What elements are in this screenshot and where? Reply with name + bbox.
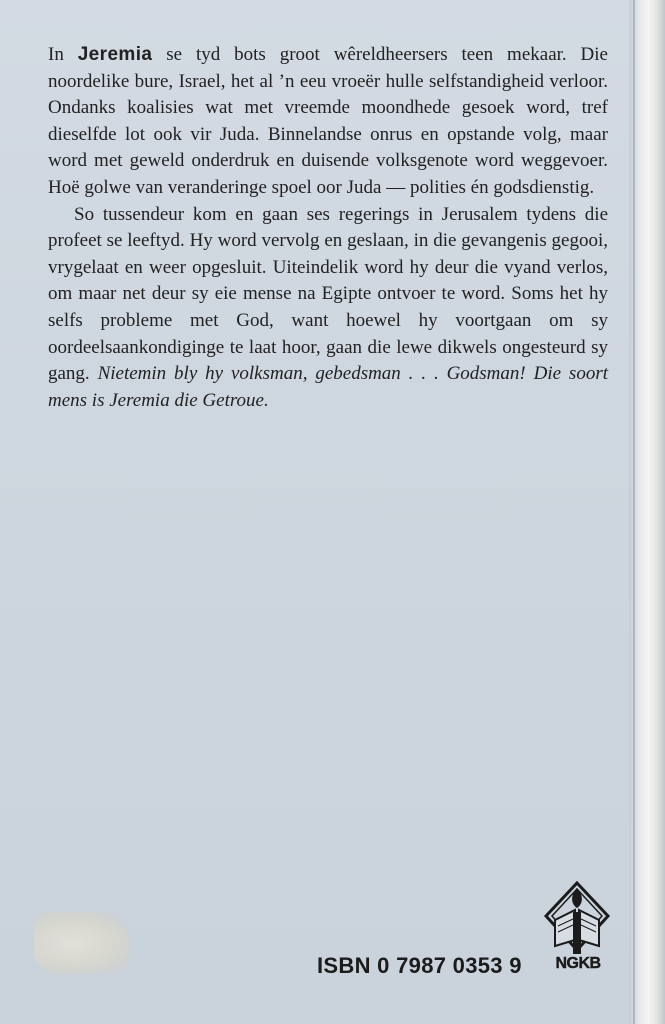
blurb-paragraph-1 xyxy=(48,42,608,202)
publisher-name: NGKB xyxy=(555,955,601,972)
blurb-text xyxy=(48,42,608,414)
book-title-name: Jeremia xyxy=(77,44,153,65)
blurb-closing-italic: Nietemin bly hy volksman, gebedsman . . . Godsman! Die soort mens is Jeremia die Getroue. xyxy=(48,363,608,411)
isbn-number: ISBN 0 7987 0353 9 xyxy=(317,953,522,978)
blurb-paragraph-2-body: So tussendeur kom en gaan ses regerings in Jerusalem tydens die profeet se leeftyd. Hy word vervolg en geslaan, in die gevangenis gegooi, vrygelaat en weer opgesluit. Uiteindelik word hy deur die vyand verlos, om maar net deur sy eie mense na Egipte ontvoer te word. Soms het hy selfs probleme met God, want hoewel hy voortgaan om sy oordeelsaankondiginge te laat hoor, gaan die lewe dikwels ongesteurd sy gang. xyxy=(48,203,608,385)
sticker-residue xyxy=(34,912,130,974)
spine-fold-line xyxy=(633,0,635,1024)
blurb-paragraph-2 xyxy=(48,202,608,415)
blurb-paragraph-1-body: se tyd bots groot wêreldheersers teen mekaar. Die noordelike bure, Israel, het al ’n eeu vroeër hulle selfstandigheid verloor. Ondanks koalisies wat met vreemde moondhede gesoek word, tref dieselfde lot ook vir Juda. Binnelandse onrus en opstande volg, maar word met geweld onderdruk en duisende volksgenote word weggevoer. Hoë golwe van veranderinge spoel oor Juda — polities én godsdienstig. xyxy=(48,44,608,198)
blurb-intro: In xyxy=(48,44,78,65)
